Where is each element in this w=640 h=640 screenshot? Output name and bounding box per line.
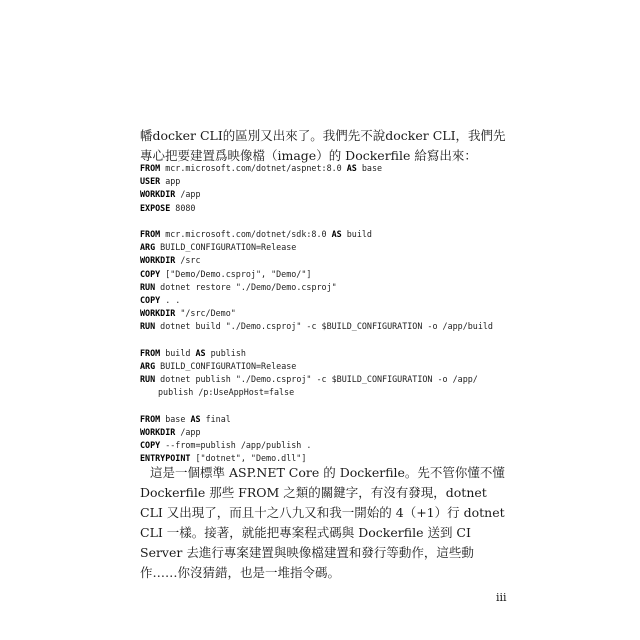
code-line: COPY . . (140, 294, 181, 305)
code-line: FROM build AS publish (140, 347, 246, 358)
intro-paragraph: 幡docker CLI的區別又出來了。我們先不說docker CLI，我們先專心把要建置爲映像檔（image）的 Dockerfile 給寫出來： (140, 128, 506, 163)
code-line: WORKDIR /app (140, 426, 201, 437)
code-line: RUN dotnet publish "./Demo.csproj" -c $BUILD_CONFIGURATION -o /app/ (140, 374, 478, 384)
dockerfile-code-listing (140, 162, 520, 465)
page-number: iii (496, 591, 507, 604)
body-paragraph: 這是一個標準 ASP.NET Core 的 Dockerfile。先不管你懂不懂 Dockerfile 那些 FROM 之類的關鍵字，有沒有發現，dotnet CLI 又出現了，而且十之八九又和我一開始的 4（+1）行 dotnet CLI 一樣。接著，就能把專案程式碼與 Dockerfile 送到 CI Server 去進行專案建置與映像檔建置和發行等動作，這些動作……你沒猜錯，也是一堆指令碼。 (140, 465, 505, 580)
code-line: USER app (140, 176, 181, 187)
code-line: ENTRYPOINT ["dotnet", "Demo.dll"] (140, 453, 307, 464)
code-line: COPY ["Demo/Demo.csproj", "Demo/"] (140, 268, 312, 279)
code-line: FROM base AS final (140, 413, 231, 424)
code-line: WORKDIR /app (140, 189, 201, 200)
code-line: RUN dotnet restore "./Demo/Demo.csproj" (140, 281, 337, 292)
code-line: FROM mcr.microsoft.com/dotnet/sdk:8.0 AS build (140, 228, 372, 239)
code-line-continuation: publish /p:UseAppHost=false (158, 387, 295, 398)
code-line: ARG BUILD_CONFIGURATION=Release (140, 360, 297, 371)
code-line: FROM mcr.microsoft.com/dotnet/aspnet:8.0 AS base (140, 163, 383, 173)
code-line: ARG BUILD_CONFIGURATION=Release (140, 242, 297, 253)
code-line: WORKDIR "/src/Demo" (140, 308, 236, 319)
code-line: EXPOSE 8080 (140, 202, 196, 213)
code-line: WORKDIR /src (140, 255, 201, 266)
code-line: RUN dotnet build "./Demo.csproj" -c $BUILD_CONFIGURATION -o /app/build (140, 321, 493, 332)
code-line: COPY --from=publish /app/publish . (140, 439, 312, 450)
